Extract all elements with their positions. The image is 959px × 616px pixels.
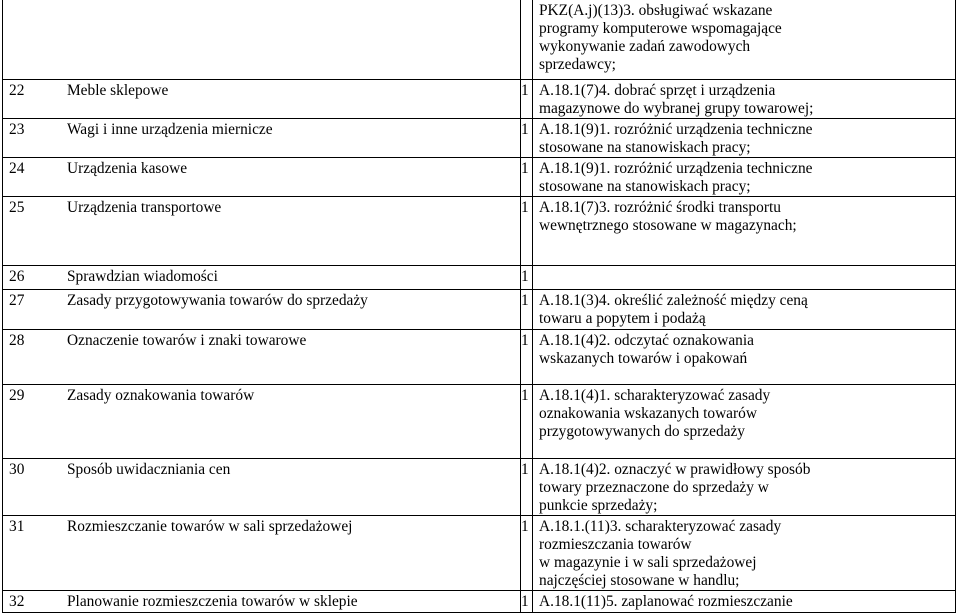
topic-text: Sprawdzian wiadomości [67,267,218,285]
topic-cell [3,157,521,196]
row-number: 32 [9,592,25,610]
effect-text: A.18.1(7)4. dobrać sprzęt i urządzenia magazynowe do wybranej grupy towarowej; [539,81,814,117]
effect-text: A.18.1.(11)3. scharakteryzować zasady rozmieszczania towarów w magazynie i w sali sprzedażowej najczęściej stosowane w handlu; [539,517,782,589]
table-row [3,384,956,458]
effect-cell [533,458,956,515]
effect-text: A.18.1(4)1. scharakteryzować zasady oznakowania wskazanych towarów przygotowywanych do sprzedaży [539,386,771,440]
topic-cell [3,329,521,384]
effect-cell [533,0,956,79]
topic-cell [3,79,521,118]
topic-text: Rozmieszczanie towarów w sali sprzedażowej [67,517,353,535]
row-number: 25 [9,198,25,216]
topic-text: Wagi i inne urządzenia miernicze [67,120,273,138]
table-row [3,590,956,612]
topic-cell [3,590,521,612]
table-row [3,196,956,265]
table-row [3,289,956,329]
hours-text: 1 [521,159,529,177]
row-number: 22 [9,81,25,99]
hours-cell [521,515,533,590]
hours-text: 1 [521,291,529,309]
row-number: 24 [9,159,25,177]
hours-cell [521,329,533,384]
topic-cell [3,289,521,329]
effect-cell [533,196,956,265]
hours-cell [521,0,533,79]
hours-text: 1 [521,517,529,535]
topic-text: Planowanie rozmieszczenia towarów w sklepie [67,592,358,610]
table-row [3,458,956,515]
hours-text: 1 [521,81,529,99]
effect-text: A.18.1(9)1. rozróżnić urządzenia techniczne stosowane na stanowiskach pracy; [539,120,813,156]
effect-cell [533,265,956,289]
hours-text: 1 [521,198,529,216]
table-row [3,118,956,157]
effect-text: A.18.1(11)5. zaplanować rozmieszczanie [539,592,793,610]
hours-cell [521,458,533,515]
effect-text: A.18.1(4)2. oznaczyć w prawidłowy sposób towary przeznaczone do sprzedaży w punkcie sprzedaży; [539,460,811,514]
topic-cell [3,384,521,458]
row-number: 27 [9,291,25,309]
topic-text: Zasady przygotowywania towarów do sprzedaży [67,291,368,309]
hours-cell [521,118,533,157]
topic-cell [3,515,521,590]
effect-cell [533,515,956,590]
effect-cell [533,289,956,329]
curriculum-table [2,0,956,613]
hours-text: 1 [521,460,529,478]
hours-cell [521,384,533,458]
topic-text: Sposób uwidaczniania cen [67,460,231,478]
topic-text: Urządzenia transportowe [67,198,222,216]
effect-text: A.18.1(9)1. rozróżnić urządzenia techniczne stosowane na stanowiskach pracy; [539,159,813,195]
effect-cell [533,590,956,612]
row-number: 31 [9,517,25,535]
effect-text: A.18.1(3)4. określić zależność między ceną towaru a popytem i podażą [539,291,808,327]
hours-text: 1 [521,592,529,610]
effect-text: PKZ(A.j)(13)3. obsługiwać wskazane programy komputerowe wspomagające wykonywanie zadań zawodowych sprzedawcy; [539,2,782,73]
effect-cell [533,157,956,196]
hours-cell [521,590,533,612]
table-row [3,329,956,384]
effect-cell [533,118,956,157]
topic-cell [3,458,521,515]
table-row [3,515,956,590]
topic-text: Zasady oznakowania towarów [67,386,255,404]
hours-text: 1 [521,267,529,285]
row-number: 30 [9,460,25,478]
effect-text: A.18.1(7)3. rozróżnić środki transportu wewnętrznego stosowane w magazynach; [539,198,797,234]
topic-text: Urządzenia kasowe [67,159,188,177]
hours-cell [521,157,533,196]
row-number: 23 [9,120,25,138]
effect-cell [533,79,956,118]
effect-cell [533,384,956,458]
table-row [3,265,956,289]
effect-cell [533,329,956,384]
row-number: 28 [9,331,25,349]
hours-text: 1 [521,331,529,349]
row-number: 26 [9,267,25,285]
topic-text: Oznaczenie towarów i znaki towarowe [67,331,307,349]
effect-text: A.18.1(4)2. odczytać oznakowania wskazanych towarów i opakowań [539,331,754,367]
row-number: 29 [9,386,25,404]
hours-text: 1 [521,120,529,138]
table-row [3,79,956,118]
topic-cell [3,265,521,289]
hours-text: 1 [521,386,529,404]
topic-cell [3,196,521,265]
table-row [3,0,956,79]
topic-cell [3,118,521,157]
table-row [3,157,956,196]
topic-cell [3,0,521,79]
hours-cell [521,196,533,265]
topic-text: Meble sklepowe [67,81,169,99]
hours-cell [521,265,533,289]
hours-cell [521,79,533,118]
hours-cell [521,289,533,329]
